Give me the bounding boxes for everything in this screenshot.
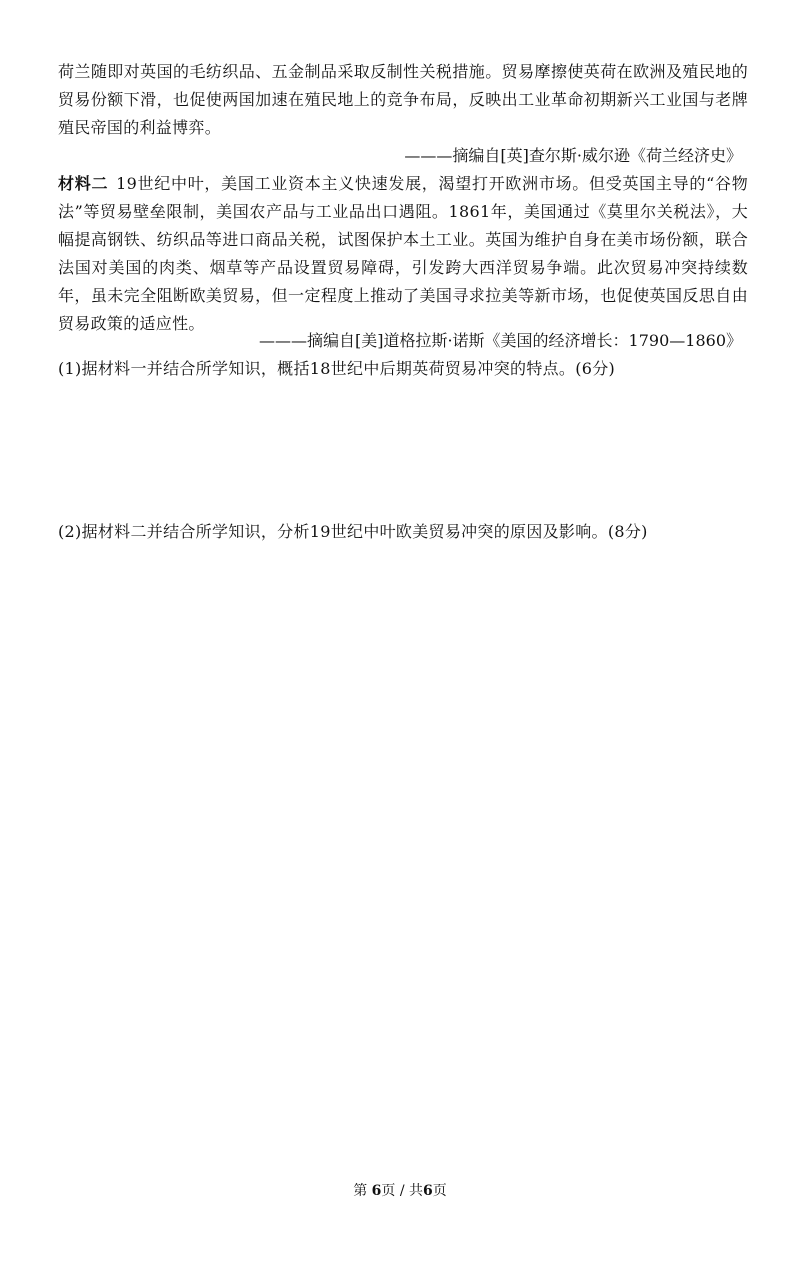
footer-suffix: 页	[432, 1183, 447, 1199]
material-one-text: 荷兰随即对英国的毛纺织品、五金制品采取反制性关税措施。贸易摩擦使英荷在欧洲及殖民地的贸易份额下滑，也促使两国加速在殖民地上的竞争布局，反映出工业革命初期新兴工业国与老牌殖民帝国的利益博弈。	[58, 62, 748, 137]
material-one-source: ———摘编自[英]查尔斯·威尔逊《荷兰经济史》	[404, 146, 742, 165]
question-one: (1)据材料一并结合所学知识，概括18世纪中后期英荷贸易冲突的特点。(6分)	[58, 359, 616, 378]
footer-current-page: 6	[371, 1183, 382, 1199]
material-one-continuation	[58, 58, 748, 142]
material-two-source: ———摘编自[美]道格拉斯·诺斯《美国的经济增长：1790—1860》	[258, 331, 742, 350]
footer-total-pages: 6	[423, 1183, 433, 1199]
footer-prefix: 第	[353, 1183, 368, 1199]
footer-mid: 页 / 共	[381, 1183, 424, 1199]
material-two	[58, 170, 748, 338]
question-two: (2)据材料二并结合所学知识，分析19世纪中叶欧美贸易冲突的原因及影响。(8分)	[58, 522, 648, 541]
material-two-label: 材料二	[58, 174, 109, 193]
page-footer	[0, 1181, 800, 1201]
material-two-text: 19世纪中叶，美国工业资本主义快速发展，渴望打开欧洲市场。但受英国主导的“谷物法”等贸易壁垒限制，美国农产品与工业品出口遇阻。1861年，美国通过《莫里尔关税法》，大幅提高钢铁、纺织品等进口商品关税，试图保护本土工业。英国为维护自身在美市场份额，联合法国对美国的肉类、烟草等产品设置贸易障碍，引发跨大西洋贸易争端。此次贸易冲突持续数年，虽未完全阻断欧美贸易，但一定程度上推动了美国寻求拉美等新市场，也促使英国反思自由贸易政策的适应性。	[58, 174, 748, 333]
